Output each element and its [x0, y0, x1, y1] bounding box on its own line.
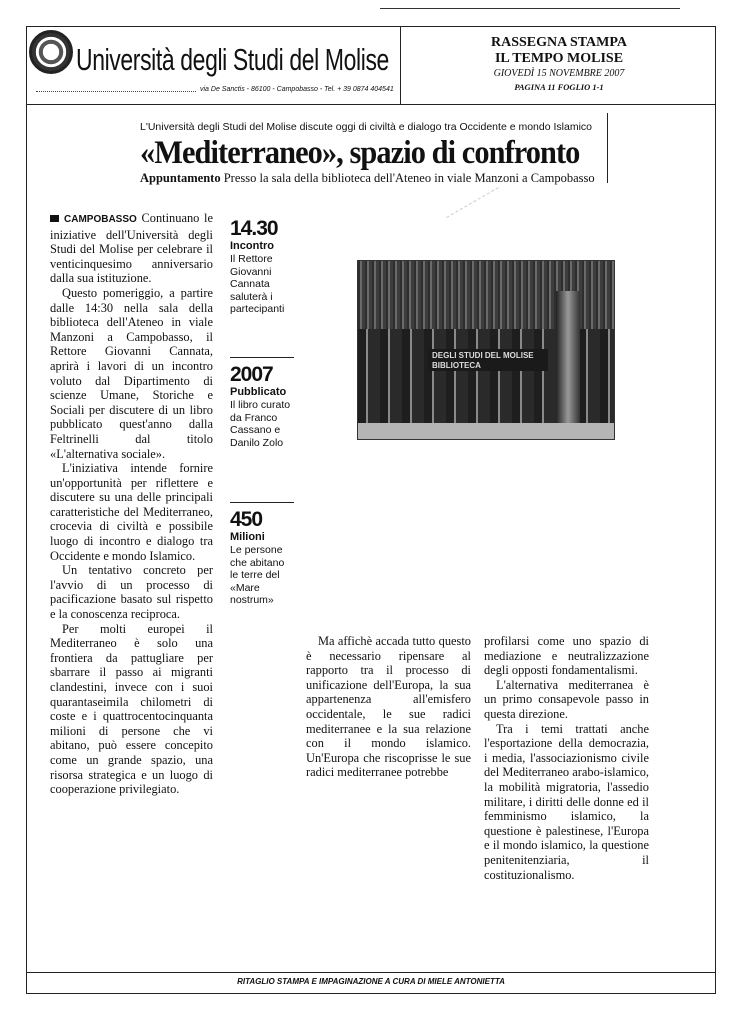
fact-label: Milioni [230, 531, 265, 543]
fact-number: 2007 [230, 363, 273, 386]
photo-floor [358, 423, 614, 439]
article-column-2 [306, 634, 471, 780]
fact-box [230, 218, 294, 316]
university-logo-text: Università degli Studi del Molise [76, 42, 389, 77]
paragraph: Ma affichè accada tutto questo è necessario ripensare al rapporto tra il processo di unificazione dell'Europa, la sua appartenenza all'emisfero occidentale, le sue radici mediterranee e la sua relazione con il mondo islamico. Un'Europa che riscoprisse le sue radici mediterranee potrebbe [306, 634, 471, 780]
article-column-1 [50, 211, 213, 797]
dateline: CAMPOBASSO [64, 214, 137, 225]
fact-number: 14.30 [230, 217, 278, 240]
university-address: via De Sanctis - 86100 - Campobasso - Tel. + 39 0874 404541 [200, 86, 394, 93]
publication-date: GIOVEDÌ 15 NOVEMBRE 2007 [493, 68, 625, 79]
paragraph: Per molti europei il Mediterraneo è solo una frontiera da pattugliare per sbarrare il passo ai migranti clandestini, invece con i suoi quarantaseimila chilometri di coste e i quattrocentocinquanta milioni di persone che vi abitano, può essere concepito come un grande spazio, una risorsa strategica e un luogo di cooperazione privilegiato. [50, 621, 213, 797]
paragraph: L'iniziativa intende fornire un'opportunità per riflettere e discutere su una delle principali caratteristiche del Mediterraneo, crocevia di civiltà e possibile luogo di incontro e dialogo tra Occidente e mondo Islamico. [50, 461, 213, 563]
paragraph-text: Continuano le iniziative dell'Università degli Studi del Molise per celebrare il venticinquesimo anniversario dalla sua istituzione. [50, 211, 213, 286]
fact-number: 450 [230, 508, 263, 531]
newspaper-name: IL TEMPO MOLISE [494, 51, 624, 66]
logo-dotted-rule [36, 91, 196, 92]
header-separator [400, 26, 401, 104]
university-seal-icon [29, 30, 73, 74]
article-headline: «Mediterraneo», spazio di confronto [140, 135, 580, 171]
top-rule [380, 8, 680, 9]
paragraph [50, 211, 213, 286]
paragraph: Questo pomeriggio, a partire dalle 14:30 nella sala della biblioteca dell'Ateneo in viale Manzoni a Campobasso, il Rettore Giovanni Cannata, aprirà i lavori di un incontro voluto dal Dipartimento di scienze Umane, Storiche e Sociali per discutere di un libro pubblicato quest'anno dalla Feltrinelli dal titolo «L'alternativa sociale». [50, 285, 213, 461]
fact-label: Incontro [230, 240, 274, 252]
fact-box [230, 364, 294, 449]
paragraph: L'alternativa mediterranea è un primo consapevole passo in questa direzione. [484, 677, 649, 721]
subtitle-lead: Appuntamento [140, 171, 221, 185]
paragraph: profilarsi come uno spazio di mediazione e neutralizzazione degli opposti fondamentalismi. [484, 634, 649, 678]
page-info: PAGINA 11 FOGLIO 1-1 [514, 82, 604, 92]
clipping-credit: RITAGLIO STAMPA E IMPAGINAZIONE A CURA DI MIELE ANTONIETTA [237, 977, 505, 986]
fact-text: Il Rettore Giovanni Cannata saluterà i partecipanti [230, 253, 285, 316]
press-review-title: RASSEGNA STAMPA [490, 35, 627, 50]
footer-divider [26, 972, 716, 973]
article-kicker: L'Università degli Studi del Molise discute oggi di civiltà e dialogo tra Occidente e mondo Islamico [140, 121, 592, 133]
fact-text: Le persone che abitano le terre del «Mare nostrum» [230, 544, 285, 607]
article-subtitle [140, 171, 595, 186]
paragraph: Un tentativo concreto per l'avvio di un processo di pacificazione basato sul rispetto e la conoscenza reciproca. [50, 563, 213, 622]
fact-label: Pubblicato [230, 386, 287, 398]
subtitle-text: Presso la sala della biblioteca dell'Ateneo in viale Manzoni a Campobasso [223, 171, 595, 185]
photo-pillar [556, 291, 580, 439]
header-divider [26, 104, 716, 105]
paragraph: Tra i temi trattati anche l'esportazione della democrazia, i media, l'associazionismo civile del Mediterraneo arabo-islamico, la mobilità migratoria, l'assedio militare, i diritti delle donne ed il femminismo islamico, la questione è palestinese, l'Europa e il mondo islamico, la questione penitenitenziaria, il costituzionalismo. [484, 721, 649, 882]
library-photo [357, 260, 615, 440]
headline-bar [607, 113, 608, 183]
fact-box [230, 509, 294, 607]
fact-text: Il libro curato da Franco Cassano e Danilo Zolo [230, 399, 291, 449]
fact-divider [230, 502, 294, 503]
fact-divider [230, 357, 294, 358]
library-sign: DEGLI STUDI DEL MOLISE BIBLIOTECA [428, 349, 548, 371]
bullet-square-icon [50, 215, 59, 222]
article-column-3 [484, 634, 649, 882]
